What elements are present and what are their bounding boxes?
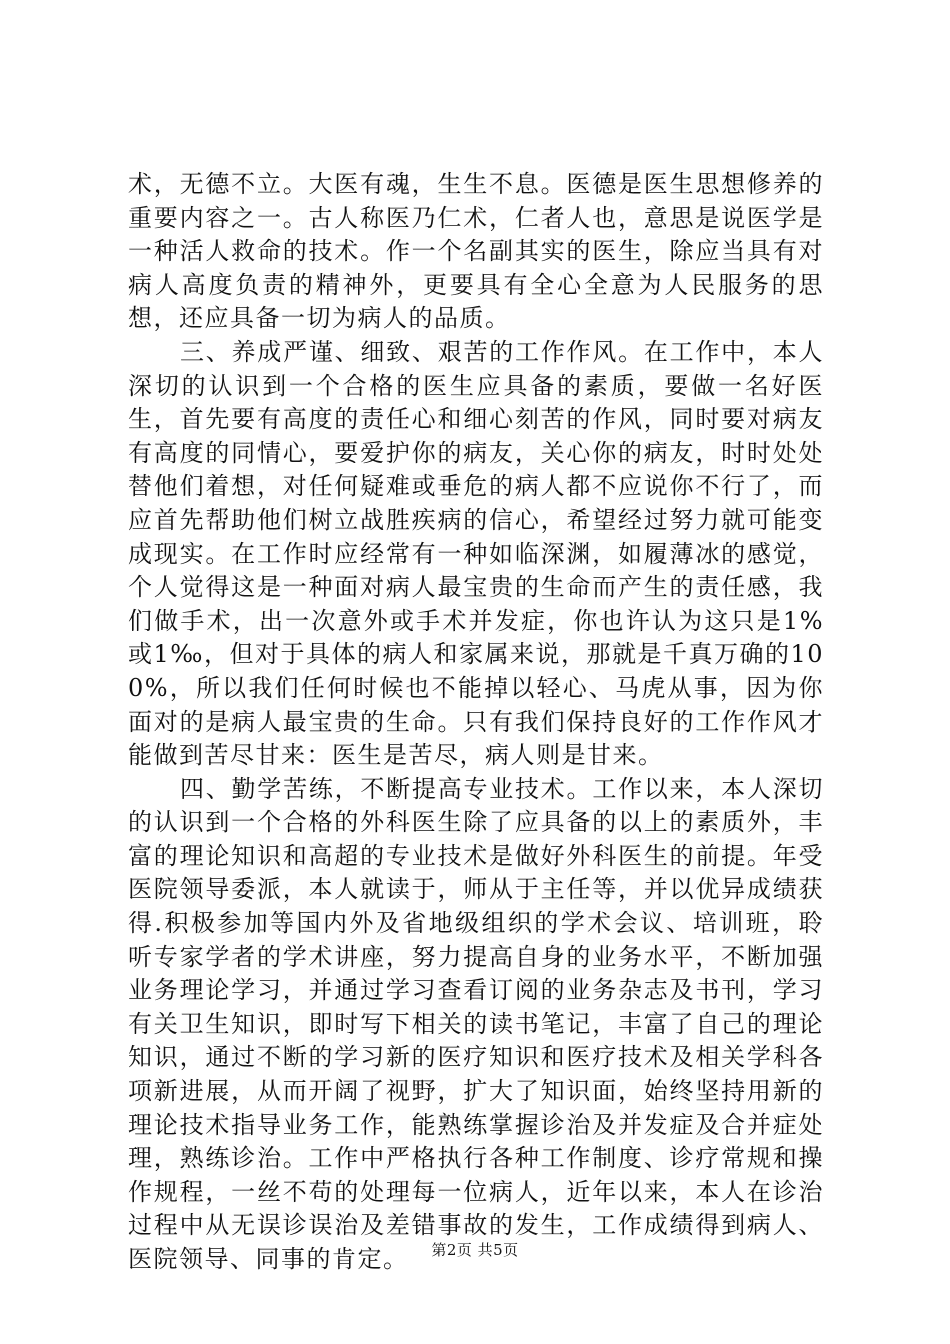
paragraph-work-style: 三、养成严谨、细致、艰苦的工作作风。在工作中，本人深切的认识到一个合格的医生应具备的素质，要做一名好医生，首先要有高度的责任心和细心刻苦的作风，同时要对病友有高度的同情心，要爱护你的病友，关心你的病友，时时处处替他们着想，对任何疑难或垂危的病人都不应说你不行了，而应首先帮助他们树立战胜疾病的信心，希望经过努力就可能变成现实。在工作时应经常有一种如临深渊，如履薄冰的感觉，个人觉得这是一种面对病人最宝贵的生命而产生的责任感，我们做手术，出一次意外或手术并发症，你也许认为这只是1%或1‰，但对于具体的病人和家属来说，那就是千真万确的100%，所以我们任何时候也不能掉以轻心、马虎从事，因为你面对的是病人最宝贵的生命。只有我们保持良好的工作作风才能做到苦尽甘来：医生是苦尽，病人则是甘来。 bbox=[128, 337, 825, 770]
page-number-footer: 第2页 共5页 bbox=[431, 1241, 519, 1259]
document-body bbox=[128, 168, 824, 1277]
paragraph-study-skills: 四、勤学苦练，不断提高专业技术。工作以来，本人深切的认识到一个合格的外科医生除了应具备的以上的素质外，丰富的理论知识和高超的专业技术是做好外科医生的前提。年受医院领导委派，本人就读于，师从于主任等，并以优异成绩获得.积极参加等国内外及省地级组织的学术会议、培训班，聆听专家学者的学术讲座，努力提高自身的业务水平，不断加强业务理论学习，并通过学习查看订阅的业务杂志及书刊，学习有关卫生知识，即时写下相关的读书笔记，丰富了自己的理论知识，通过不断的学习新的医疗知识和医疗技术及相关学科各项新进展，从而开阔了视野，扩大了知识面，始终坚持用新的理论技术指导业务工作，能熟练掌握诊治及并发症及合并症处理，熟练诊治。工作中严格执行各种工作制度、诊疗常规和操作规程，一丝不苟的处理每一位病人，近年以来，本人在诊治过程中从无误诊误治及差错事故的发生，工作成绩得到病人、医院领导、同事的肯定。 bbox=[128, 774, 824, 1273]
paragraph-continuation: 术，无德不立。大医有魂，生生不息。医德是医生思想修养的重要内容之一。古人称医乃仁术，仁者人也，意思是说医学是一种活人救命的技术。作一个名副其实的医生，除应当具有对病人高度负责的精神外，更要具有全心全意为人民服务的思想，还应具备一切为病人的品质。 bbox=[128, 170, 824, 333]
